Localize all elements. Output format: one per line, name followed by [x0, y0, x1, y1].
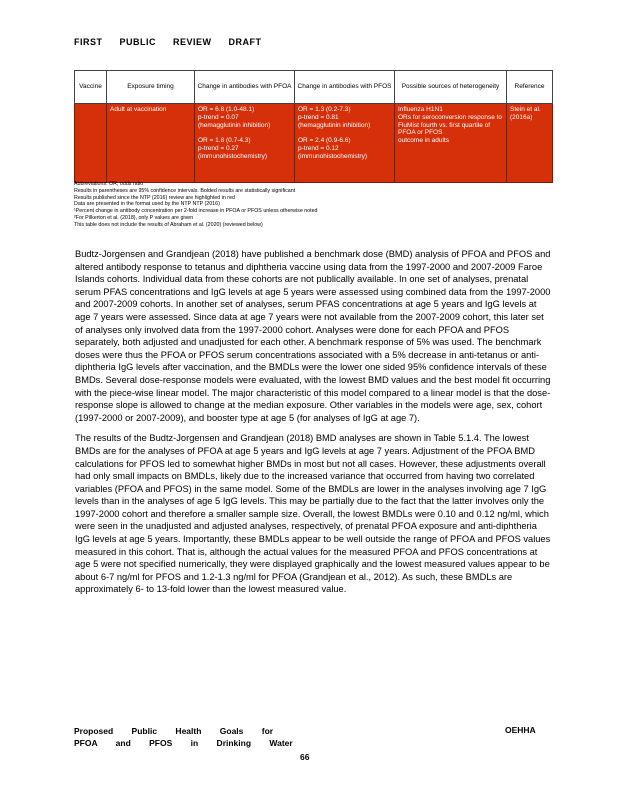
cell-vaccine — [75, 104, 107, 183]
note-line: Results in parentheses are 95% confidence intervals. Bolded results are statistically significant — [74, 187, 296, 194]
note-line: This table does not include the results of Abraham et al. (2020) (reviewed below) — [74, 221, 263, 228]
cell-reference: Stein et al. (2016a) — [507, 104, 553, 183]
page-number: 66 — [300, 752, 310, 762]
page-header: FIRST PUBLIC REVIEW DRAFT — [74, 37, 262, 47]
col-exposure-timing: Exposure timing — [107, 71, 195, 104]
table-header-row — [75, 71, 553, 104]
paragraph-bmd-analysis: Budtz-Jorgensen and Grandjean (2018) have published a benchmark dose (BMD) analysis of PFOA and PFOS and altered antibody response to tetanus and diphtheria vaccine using data from the 1997-2000 and 2007-2009 Faroe Islands cohorts. Individual data from these cohorts are not publically available. In one set of analyses, prenatal serum PFAS concentrations and IgG levels at age 5 years were assessed using combined data from the 1997-2000 and 2007-2009 cohorts. In another set of analyses, serum PFAS concentrations at age 5 years and IgG levels at age 7 years were assessed. Since data at age 7 years were not available from the 2007-2009 cohort, this later set of analyses only involved data from the 1997-2000 cohort. Analyses were done for each PFOA and PFOS separately, both adjusted and unadjusted for each other. A benchmark response of 5% was used. The benchmark doses were thus the PFOA or PFOS serum concentrations associated with a 5% decrease in anti-tetanus or anti-diphtheria IgG levels after vaccination, and the BMDLs were the lower one sided 95% confidence intervals of these BMDs. Several dose-response models were evaluated, with the lowest BMD values and the best model fit occurring with the piece-wise linear model. The major characteristic of this model compared to a linear model is that the dose-response slope is allowed to change at the median exposure. Other variables in the models were age, sex, cohort (1997-2000 or 2007-2009), and booster type at age 5 (for analyses of IgG at age 7). — [75, 249, 551, 423]
col-reference: Reference — [507, 71, 553, 104]
col-change-pfos: Change in antibodies with PFOS — [295, 71, 395, 104]
col-heterogeneity: Possible sources of heterogeneity — [395, 71, 507, 104]
footer-agency: OEHHA — [505, 725, 536, 735]
cell-heterogeneity: Influenza H1N1 ORs for seroconversion response to FluMist fourth vs. first quartile of PFOA or PFOS outcome in adults — [395, 104, 507, 183]
cell-pfos: OR = 1.3 (0.2-7.3) p-trend = 0.81 (hemagglutinin inhibition) OR = 2.4 (0.9-6.6) p-trend = 0.12 (immunohistochemistry) — [295, 104, 395, 183]
body-text — [75, 248, 553, 604]
table-row — [75, 104, 553, 183]
note-line: Abbreviations: OR, odds ratio — [74, 181, 144, 187]
note-line: ¹Percent change in antibody concentration per 2-fold increase in PFOA or PFOS unless otherwise noted — [74, 208, 318, 215]
cell-pfoa: OR = 6.8 (1.0-48.1) p-trend = 0.07 (hemagglutinin inhibition) OR = 1.8 (0.7-4.3) p-trend = 0.27 (immunohistochemistry) — [195, 104, 295, 183]
col-vaccine: Vaccine — [75, 71, 107, 104]
footer-line-1: Proposed Public Health Goals for — [74, 726, 274, 736]
paragraph-bmd-results: The results of the Budtz-Jorgensen and Grandjean (2018) BMD analyses are shown in Table 5.1.4. The lowest BMDs are for the analyses of PFOA at age 5 years and IgG levels at age 7 years. Adjustment of the PFOA BMD calculations for PFOS led to somewhat higher BMDs in most but not all cases. However, these adjustments overall had only small impacts on BMDLs, likely due to the increased variance that occurred from having two correlated variables (PFOA and PFOS) in the same model. Some of the BMDLs are lower in the analyses involving age 7 IgG levels than in the analyses of age 5 IgG levels. This may be partially due to the fact that the latter involves only the 1997-2000 cohort and therefore a smaller sample size. Overall, the lowest BMDLs were 0.10 and 0.12 ng/ml, which were seen in the unadjusted and adjusted analyses, respectively, of prenatal PFOA exposure and anti-diphtheria IgG levels at age 5 years. Importantly, these BMDLs appear to be well outside the range of PFOA and PFOS values measured in this cohort. That is, although the actual values for the measured PFOA and PFOS concentrations at age 5 were not specified numerically, they were displayed graphically and the lowest measured values appear to be about 6-7 ng/ml for PFOS and 1.2-1.3 ng/ml for PFOA (Grandjean et al., 2012). As such, these BMDLs are approximately 6- to 13-fold lower than the lowest measured value. — [75, 433, 551, 595]
note-line: ²For Pilkerton et al. (2018), only P values are given — [74, 214, 194, 221]
table-notes — [74, 181, 494, 229]
footer-line-2: PFOA and PFOS in Drinking Water — [74, 738, 293, 748]
note-line: Data are presented in the format used by the NTP NTP (2016) — [74, 201, 220, 208]
footer-left — [74, 725, 293, 749]
col-change-pfoa: Change in antibodies with PFOA — [195, 71, 295, 104]
note-line: Results published since the NTP (2016) review are highlighted in red — [74, 194, 235, 201]
results-table — [74, 70, 553, 183]
cell-exposure: Adult at vaccination — [107, 104, 195, 183]
